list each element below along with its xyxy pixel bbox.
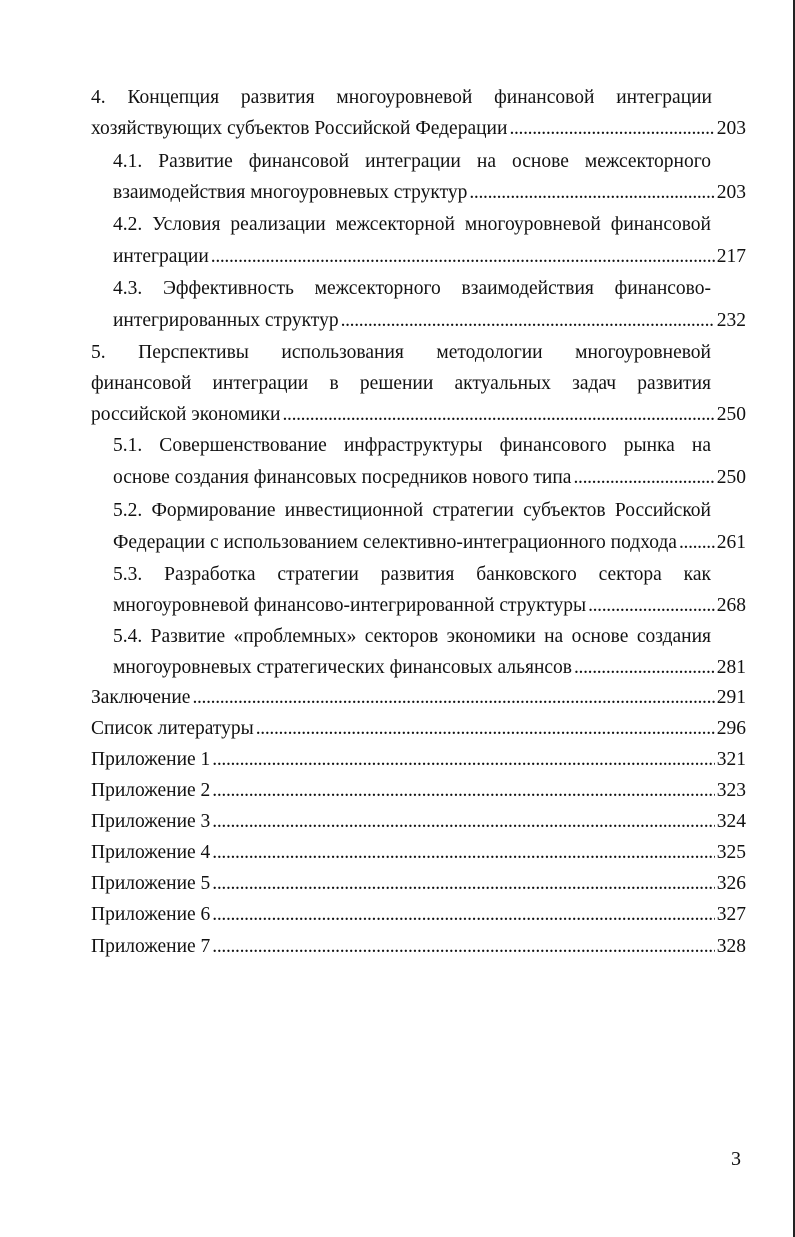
toc-heading-4-2-line1: 4.2. Условия реализации межсекторной многоуровневой финансовой [113, 214, 711, 235]
toc-entry-4[interactable] [91, 117, 746, 141]
toc-heading-4-3-line1: 4.3. Эффективность межсекторного взаимодействия финансово- [113, 278, 711, 299]
dot-leader [282, 403, 714, 427]
dot-leader [256, 717, 715, 741]
toc-entry-appendix-7[interactable] [91, 935, 746, 959]
toc-entry-5-2[interactable] [113, 531, 746, 555]
toc-entry-4-2[interactable] [113, 245, 746, 269]
dot-leader [212, 779, 714, 803]
dot-leader [212, 841, 714, 865]
toc-heading-5-3-line1: 5.3. Разработка стратегии развития банковского сектора как [113, 564, 711, 585]
toc-entry-references[interactable] [91, 717, 746, 741]
toc-entry-5-3[interactable] [113, 594, 746, 618]
dot-leader [212, 935, 714, 959]
toc-heading-4-1-line1: 4.1. Развитие финансовой интеграции на основе межсекторного [113, 151, 711, 172]
toc-entry-title: Приложение 4 [91, 842, 211, 863]
toc-entry-title: многоуровневых стратегических финансовых альянсов [113, 657, 572, 678]
toc-entry-title: взаимодействия многоуровневых структур [113, 182, 468, 203]
dot-leader [212, 810, 714, 834]
toc-entry-title: основе создания финансовых посредников нового типа [113, 467, 572, 488]
toc-entry-appendix-6[interactable] [91, 903, 746, 927]
toc-page-number: 232 [716, 310, 746, 331]
toc-entry-appendix-4[interactable] [91, 841, 746, 865]
dot-leader [679, 531, 715, 555]
toc-page-number: 268 [716, 595, 746, 616]
toc-page-number: 203 [716, 182, 746, 203]
dot-leader [211, 245, 715, 269]
toc-page-number: 250 [716, 404, 746, 425]
toc-entry-title: интегрированных структур [113, 310, 339, 331]
toc-entry-title: Приложение 5 [91, 873, 211, 894]
dot-leader [573, 466, 714, 490]
dot-leader [574, 656, 715, 680]
toc-entry-5-4[interactable] [113, 656, 746, 680]
toc-heading-5-2-line1: 5.2. Формирование инвестиционной стратегии субъектов Российской [113, 500, 711, 521]
toc-entry-4-1[interactable] [113, 181, 746, 205]
page-number: 3 [731, 1148, 741, 1170]
toc-entry-5-1[interactable] [113, 466, 746, 490]
toc-page-number: 203 [716, 118, 746, 139]
toc-page-number: 296 [716, 718, 746, 739]
toc-entry-conclusion[interactable] [91, 686, 746, 710]
dot-leader [212, 748, 714, 772]
toc-page-number: 261 [716, 532, 746, 553]
toc-entry-title: Приложение 3 [91, 811, 211, 832]
toc-entry-title: хозяйствующих субъектов Российской Федерации [91, 118, 508, 139]
toc-heading-4-line1: 4. Концепция развития многоуровневой финансовой интеграции [91, 87, 712, 108]
toc-page-number: 250 [716, 467, 746, 488]
dot-leader [192, 686, 714, 710]
toc-entry-title: Список литературы [91, 718, 254, 739]
toc-entry-appendix-1[interactable] [91, 748, 746, 772]
toc-entry-title: Федерации с использованием селективно-интеграционного подхода [113, 532, 677, 553]
toc-entry-title: Приложение 2 [91, 780, 211, 801]
toc-entry-title: Приложение 6 [91, 904, 211, 925]
toc-entry-title: российской экономики [91, 404, 281, 425]
toc-entry-appendix-5[interactable] [91, 872, 746, 896]
toc-entry-4-3[interactable] [113, 309, 746, 333]
toc-entry-title: Заключение [91, 687, 191, 708]
toc-heading-5-1-line1: 5.1. Совершенствование инфраструктуры финансового рынка на [113, 435, 711, 456]
toc-page-number: 281 [716, 657, 746, 678]
toc-page-number: 328 [716, 936, 746, 957]
dot-leader [469, 181, 714, 205]
toc-entry-title: Приложение 1 [91, 749, 211, 770]
toc-page-number: 327 [716, 904, 746, 925]
dot-leader [212, 872, 714, 896]
dot-leader [212, 903, 714, 927]
toc-page-number: 217 [716, 246, 746, 267]
toc-entry-appendix-2[interactable] [91, 779, 746, 803]
toc-page-number: 323 [716, 780, 746, 801]
toc-entry-appendix-3[interactable] [91, 810, 746, 834]
toc-entry-title: многоуровневой финансово-интегрированной структуры [113, 595, 587, 616]
dot-leader [341, 309, 715, 333]
toc-entry-title: Приложение 7 [91, 936, 211, 957]
toc-page-number: 326 [716, 873, 746, 894]
toc-entry-title: интеграции [113, 246, 209, 267]
toc-page-number: 324 [716, 811, 746, 832]
toc-entry-5[interactable] [91, 403, 746, 427]
toc-heading-5-line2: финансовой интеграции в решении актуальных задач развития [91, 373, 711, 394]
dot-leader [509, 117, 714, 141]
toc-heading-5-4-line1: 5.4. Развитие «проблемных» секторов экономики на основе создания [113, 626, 711, 647]
toc-heading-5-line1: 5. Перспективы использования методологии многоуровневой [91, 342, 711, 363]
toc-page-number: 291 [716, 687, 746, 708]
toc-page-number: 321 [716, 749, 746, 770]
toc-page-number: 325 [716, 842, 746, 863]
dot-leader [588, 594, 715, 618]
